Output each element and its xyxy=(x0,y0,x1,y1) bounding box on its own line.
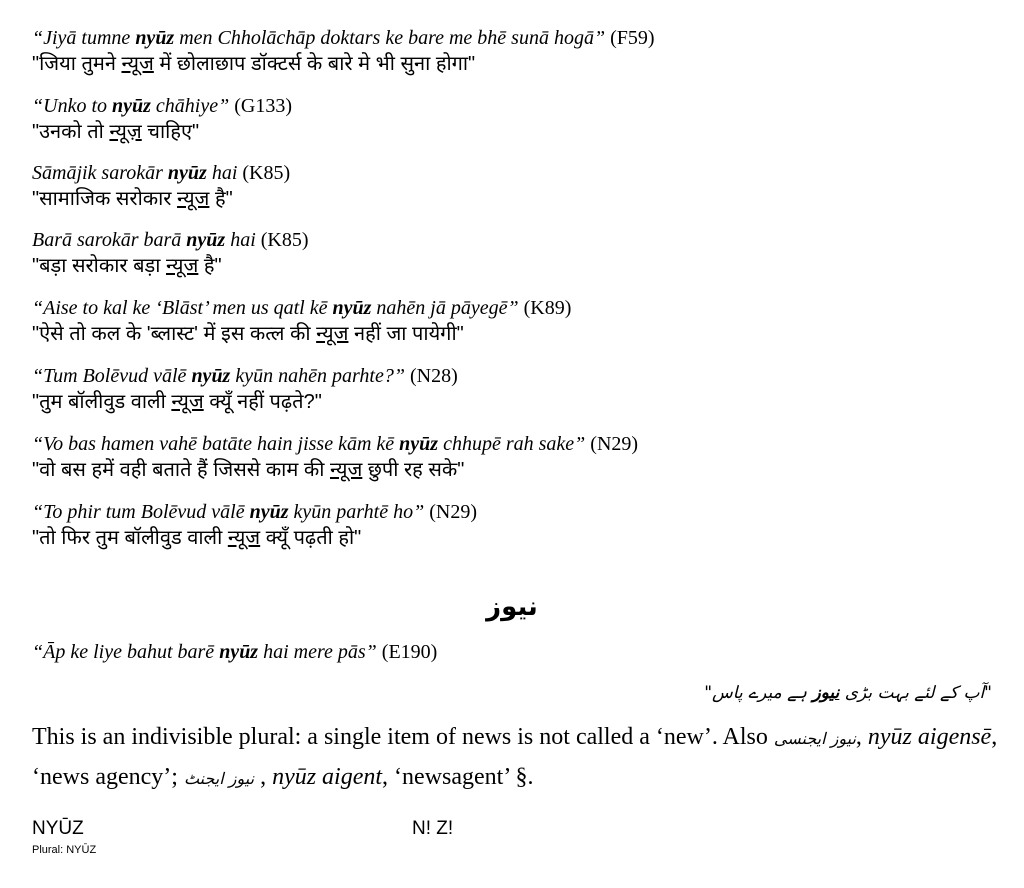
urdu-text: ہے میرے پاس" xyxy=(704,683,813,703)
hindi-text: क्यूँ नहीं पढ़ते?" xyxy=(203,391,322,413)
translit-text: hai xyxy=(225,229,256,251)
translit-text: hai mere pās xyxy=(258,641,366,663)
example-2 xyxy=(32,94,992,145)
hindi-keyword: न्यूज xyxy=(316,323,349,345)
term: nyūz aigent xyxy=(272,764,383,790)
hindi-keyword: न्यूज xyxy=(227,527,261,549)
urdu-term: نیوز ایجنٹ xyxy=(183,769,255,788)
translit-text: To phir tum Bolēvud vālē xyxy=(43,501,250,523)
hindi-text: "बड़ा सरोकार बड़ा xyxy=(32,255,166,277)
transliteration-line: “Unko to nyūz chāhiye” (G133) xyxy=(32,95,292,117)
keyword: nyūz xyxy=(167,162,207,184)
translit-text: nahēn jā pāyegē xyxy=(371,297,508,319)
example-3 xyxy=(32,161,992,212)
keyword: nyūz xyxy=(219,641,259,663)
translit-text: Barā sarokār barā xyxy=(32,229,187,251)
example-6 xyxy=(32,364,992,415)
hindi-line xyxy=(32,119,992,145)
hindi-text: छुपी रह सके" xyxy=(362,459,465,481)
keyword: nyūz xyxy=(135,27,175,49)
source-ref: (K85) xyxy=(260,229,309,251)
source-ref: (E190) xyxy=(381,641,438,663)
source-ref: (K89) xyxy=(523,297,572,319)
example-8 xyxy=(32,500,992,551)
hindi-text: क्यूँ पढ़ती हो" xyxy=(260,527,362,549)
plural-label: Plural: NYŪZ xyxy=(32,844,97,856)
hindi-text: में छोलाछाप डॉक्टर्स के बारे मे भी सुना होगा" xyxy=(153,53,476,75)
hindi-text: नहीं जा पायेगी" xyxy=(348,323,464,345)
urdu-heading: نیوز xyxy=(486,592,538,622)
hindi-line xyxy=(32,321,992,347)
hindi-keyword: न्यूज xyxy=(171,391,204,413)
translit-text: hai xyxy=(206,162,238,184)
hindi-line xyxy=(32,51,992,77)
example-4 xyxy=(32,228,992,279)
translit-text: kyūn nahēn parhte? xyxy=(230,365,394,387)
translit-text: Tum Bolēvud vālē xyxy=(43,365,192,387)
translit-text: kyūn parhtē ho xyxy=(288,501,414,523)
transliteration-line: “Āp ke liye bahut barē nyūz hai mere pās” (E190) xyxy=(32,641,438,663)
hindi-line xyxy=(32,457,992,483)
source-ref: (G133) xyxy=(234,95,292,117)
urdu-term: نیوز ایجنسی xyxy=(773,729,856,748)
source-ref: (K85) xyxy=(242,162,291,184)
keyword: nyūz xyxy=(249,501,289,523)
translit-text: Jiyā tumne xyxy=(43,27,136,49)
hindi-text: "उनको तो xyxy=(32,121,110,143)
keyword: nyūz xyxy=(191,365,231,387)
keyword: nyūz xyxy=(399,433,439,455)
urdu-keyword: نیوز xyxy=(812,683,840,703)
transliteration-line: “Vo bas hamen vahē batāte hain jisse kām kē nyūz chhupē rah sake” (N29) xyxy=(32,433,639,455)
term: nyūz aigensē xyxy=(867,724,992,750)
hindi-line xyxy=(32,186,992,212)
source-ref: (N28) xyxy=(409,365,458,387)
transliteration-line xyxy=(32,161,992,185)
hindi-text: "वो बस हमें वही बताते हैं जिससे काम की xyxy=(32,459,330,481)
transliteration-line: “Tum Bolēvud vālē nyūz kyūn nahēn parhte?” (N28) xyxy=(32,365,458,387)
hindi-text: "ऐसे तो कल के 'ब्लास्ट' में इस कत्ल की xyxy=(32,323,317,345)
hindi-keyword: न्यूज xyxy=(177,188,210,210)
hindi-keyword: न्यूज xyxy=(121,53,154,75)
note-paragraph xyxy=(32,718,1002,798)
example-5 xyxy=(32,296,992,347)
transliteration-line xyxy=(32,228,992,252)
source-ref: (F59) xyxy=(610,27,655,49)
translit-text: Sāmājik sarokār xyxy=(32,162,168,184)
urdu-text: "آپ کے لئے بہت بڑی xyxy=(839,683,992,703)
transliteration-line: “Jiyā tumne nyūz men Chholāchāp doktars ke bare me bhē sunā hogā” (F59) xyxy=(32,27,655,49)
translit-text: Aise to kal ke ‘Blāst’ men us qatl kē xyxy=(43,297,333,319)
translit-text: chāhiye xyxy=(150,95,219,117)
translit-text: Vo bas hamen vahē batāte hain jisse kām kē xyxy=(43,433,400,455)
hindi-text: "तो फिर तुम बॉलीवुड वाली xyxy=(32,527,228,549)
code-label: N! Z! xyxy=(412,818,454,839)
urdu-script-line xyxy=(704,680,992,706)
translit-text: Unko to xyxy=(43,95,113,117)
hindi-text: है" xyxy=(209,188,233,210)
transliteration-line: “Aise to kal ke ‘Blāst’ men us qatl kē nyūz nahēn jā pāyegē” (K89) xyxy=(32,297,572,319)
keyword: nyūz xyxy=(332,297,372,319)
translit-text: Āp ke liye bahut barē xyxy=(43,641,220,663)
note-text: This is an indivisible plural: a single item of news is not called a ‘new’. Also xyxy=(32,724,774,750)
note-text: , ‘news agency’; xyxy=(32,724,998,790)
hindi-keyword: न्यूज xyxy=(165,255,199,277)
example-7 xyxy=(32,432,992,483)
hindi-line xyxy=(32,253,992,279)
hindi-text: "तुम बॉलीवुड वाली xyxy=(32,391,172,413)
keyword: nyūz xyxy=(186,229,226,251)
note-text: , ‘newsagent’ §. xyxy=(382,764,534,790)
source-ref: (N29) xyxy=(429,501,477,523)
keyword: nyūz xyxy=(112,95,151,117)
translit-text: chhupē rah sake xyxy=(438,433,575,455)
hindi-keyword: न्यूज़ xyxy=(109,121,142,143)
hindi-line xyxy=(32,525,992,551)
hindi-text: है" xyxy=(198,255,222,277)
note-text: , xyxy=(855,724,868,750)
transliteration-line: “To phir tum Bolēvud vālē nyūz kyūn parhtē ho” (N29) xyxy=(32,501,477,523)
urdu-example xyxy=(32,640,992,664)
source-ref: (N29) xyxy=(590,433,639,455)
hindi-keyword: न्यूज xyxy=(329,459,363,481)
form-label: NYŪZ xyxy=(32,818,84,839)
hindi-text: "सामाजिक सरोकार xyxy=(32,188,178,210)
note-text: , xyxy=(254,764,273,790)
hindi-line xyxy=(32,389,992,415)
hindi-text: चाहिए" xyxy=(141,121,200,143)
example-1 xyxy=(32,26,992,77)
translit-text: men Chholāchāp doktars ke bare me bhē sunā hogā xyxy=(174,27,594,49)
hindi-text: "जिया तुमने xyxy=(32,53,122,75)
